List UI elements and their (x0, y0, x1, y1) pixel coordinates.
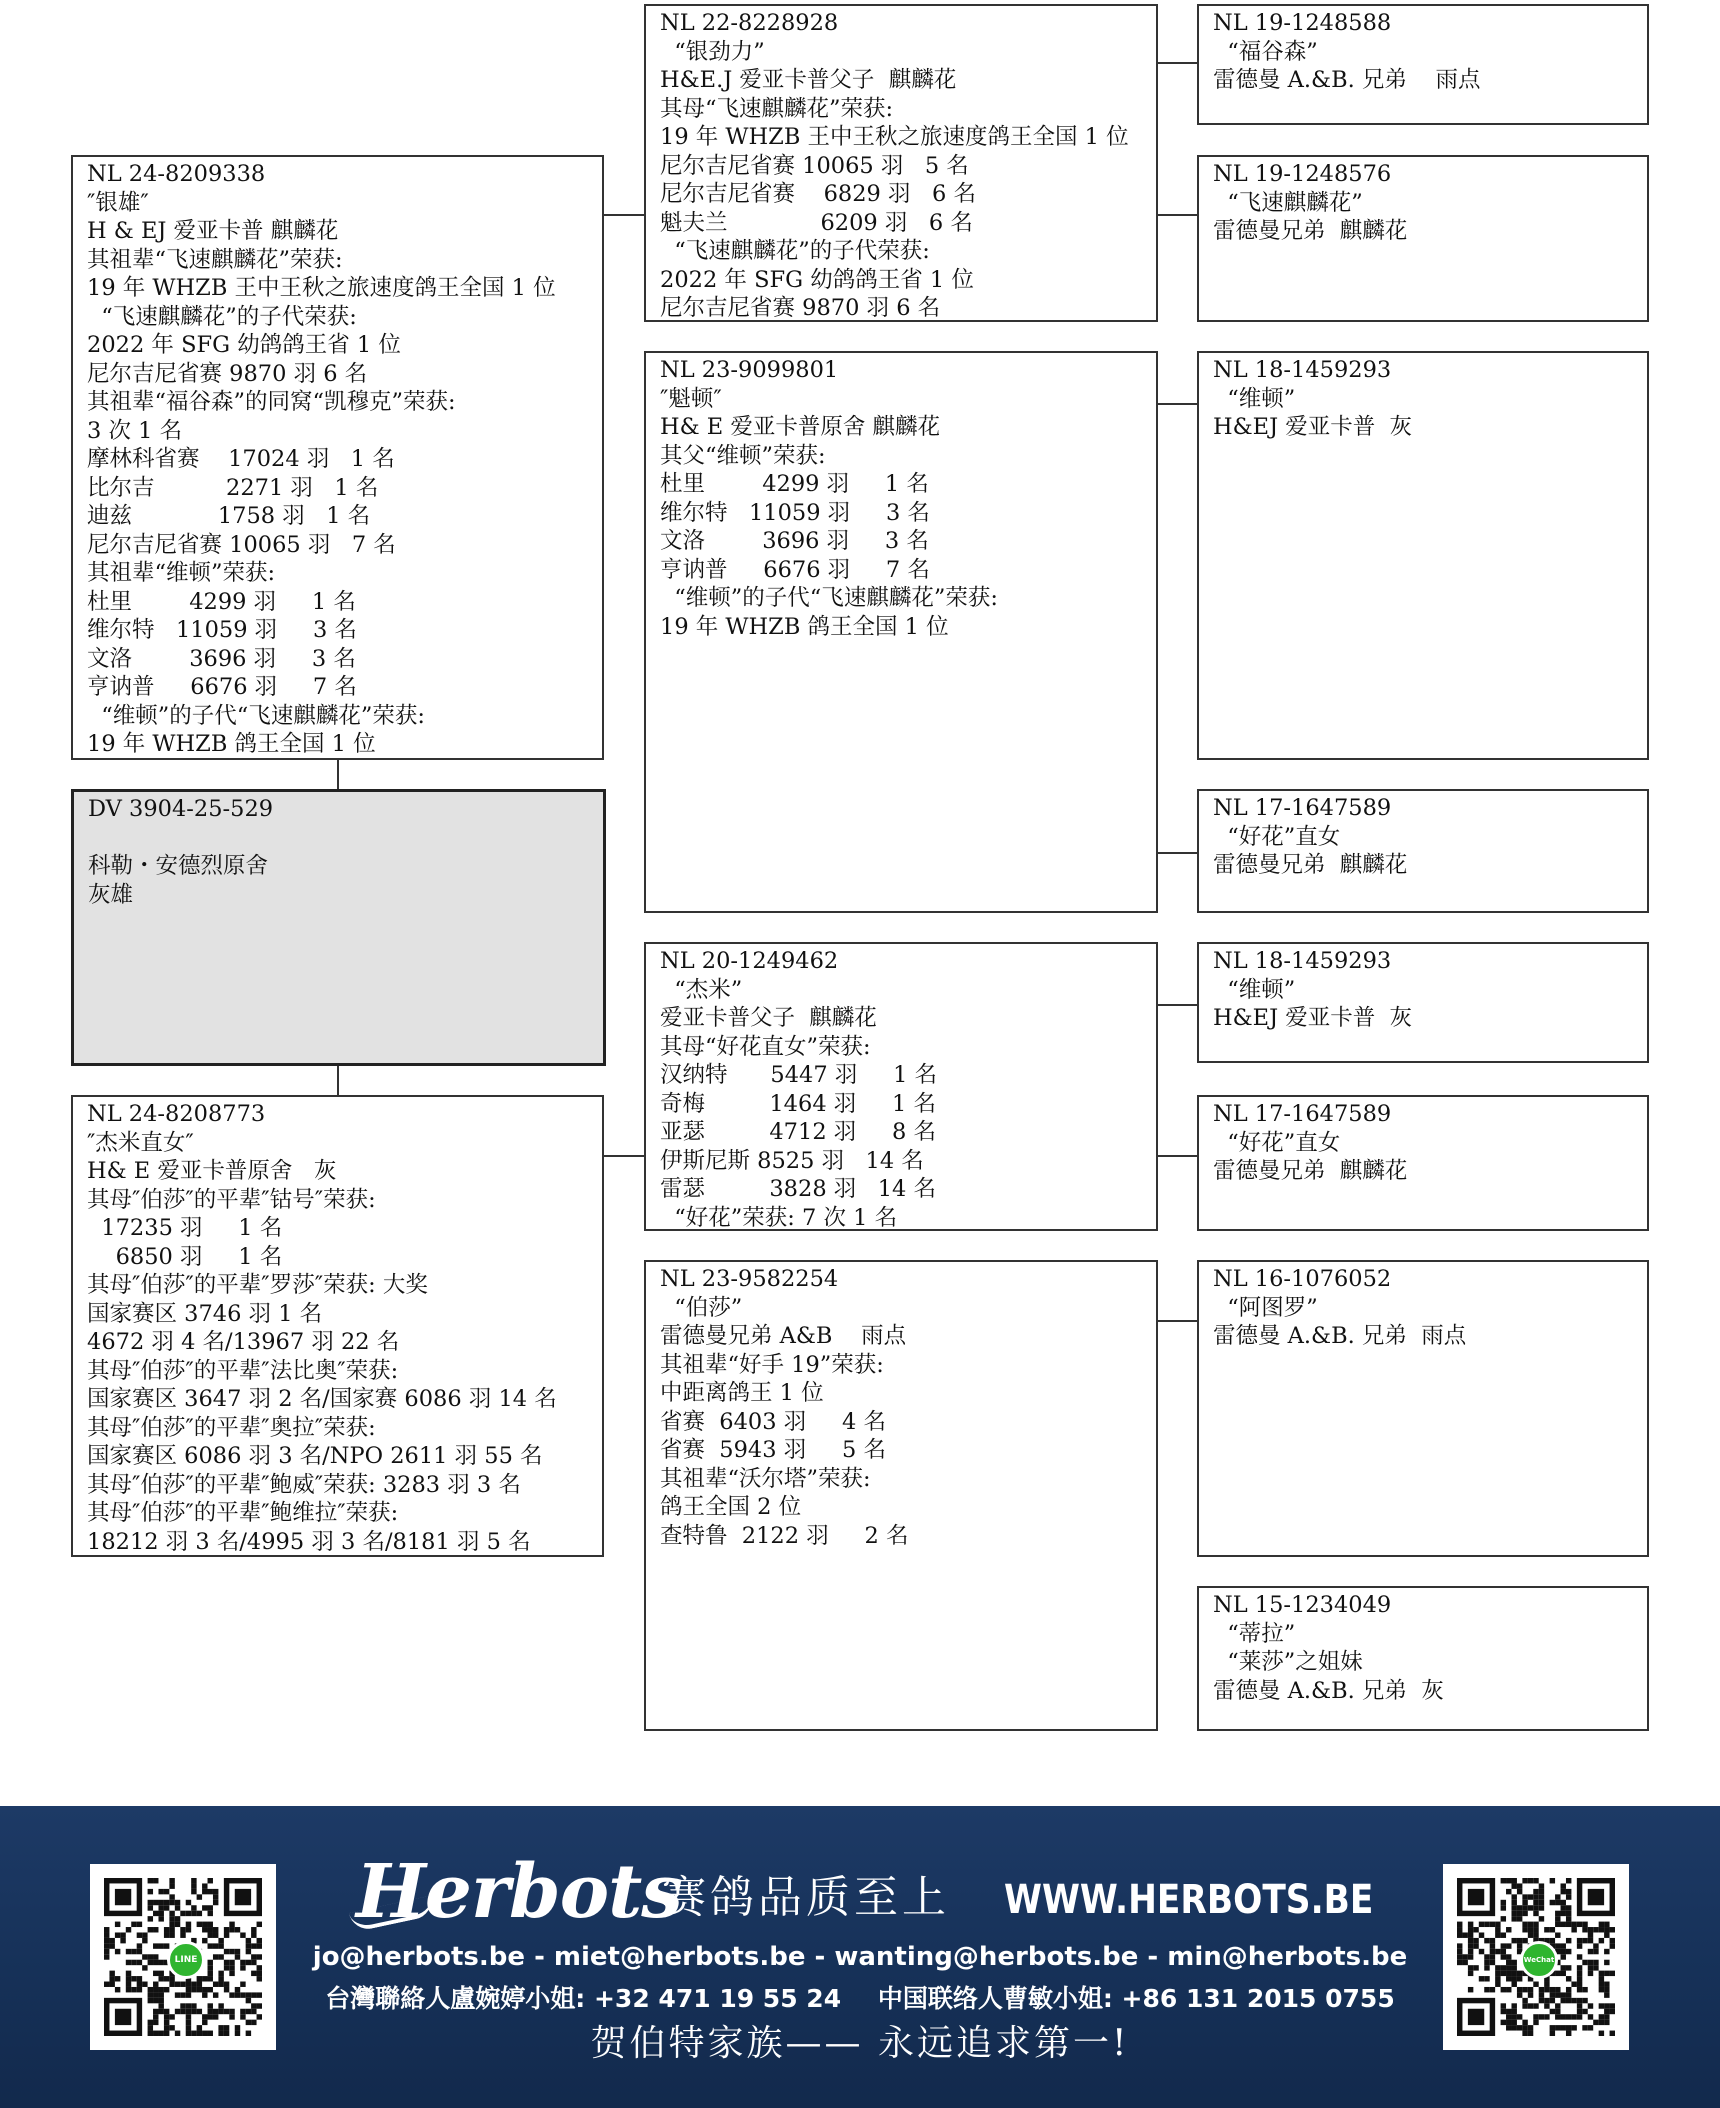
pedigree-line: “福谷森” (1213, 38, 1318, 65)
pedigree-line: H&EJ 爱亚卡普 灰 (1213, 414, 1413, 440)
pedigree-line: 其母″伯莎″的平辈″罗莎″荣获: 大奖 (87, 1272, 428, 1298)
pedigree-line: 雷德曼兄弟 麒麟花 (1213, 1158, 1408, 1184)
contact-taiwan: 台灣聯絡人盧婉婷小姐: +32 471 19 55 24 (325, 1984, 842, 2013)
ring-number: NL 18-1459293 (1213, 948, 1392, 974)
pedigree-line: “维顿” (1213, 385, 1296, 412)
pedigree-line: 其祖辈“飞速麒麟花”荣获: (87, 246, 343, 273)
pedigree-line: 其母″伯莎″的平辈″鲍威″荣获: 3283 羽 3 名 (87, 1471, 521, 1498)
pedigree-line: 科勒・安德烈原舍 (88, 853, 269, 879)
pedigree-line: 维尔特 11059 羽 3 名 (660, 499, 930, 526)
pedigree-line: “维顿”的子代“飞速麒麟花”荣获: (87, 702, 425, 729)
pedigree-line: 其母″伯莎″的平辈″钴号″荣获: (87, 1186, 376, 1213)
dam-dam-card (644, 1260, 1158, 1731)
pedigree-line: 比尔吉 2271 羽 1 名 (87, 474, 379, 501)
pedigree-line: 17235 羽 1 名 (87, 1215, 283, 1241)
connector-subject-dam (337, 1066, 339, 1095)
connector-ds-dss (1158, 1004, 1197, 1006)
pedigree-line: “伯莎” (660, 1294, 743, 1321)
connector-dam-ds (604, 1155, 644, 1157)
pedigree-line: 雷德曼 A.&B. 兄弟 灰 (1213, 1677, 1444, 1704)
pedigree-line: 雷德曼 A.&B. 兄弟 雨点 (1213, 67, 1481, 93)
sire-sire-card (644, 4, 1158, 322)
pedigree-line: “好花”荣获: 7 次 1 名 (660, 1204, 898, 1231)
connector-sire-ss (604, 214, 644, 216)
line-icon: LINE (167, 1941, 205, 1979)
ring-number: NL 19-1248588 (1213, 10, 1392, 36)
pedigree-line: “莱莎”之姐妹 (1213, 1649, 1363, 1675)
subject-card (71, 789, 606, 1066)
pedigree-line: ″魁顿″ (660, 385, 722, 412)
sire-sire-dam-card (1197, 155, 1649, 322)
dam-sire-card (644, 942, 1158, 1231)
pedigree-line: 3 次 1 名 (87, 417, 183, 444)
pedigree-line: 雷德曼兄弟 麒麟花 (1213, 852, 1408, 878)
pedigree-line: H& E 爱亚卡普原舍 麒麟花 (660, 414, 941, 440)
pedigree-line: 鸽王全国 2 位 (660, 1494, 802, 1520)
pedigree-line: “飞速麒麟花”的子代荣获: (87, 303, 357, 330)
dam-dam-dam-card (1197, 1586, 1649, 1731)
pedigree-line: 查特鲁 2122 羽 2 名 (660, 1522, 909, 1549)
pedigree-line: 尼尔吉尼省赛 10065 羽 5 名 (660, 152, 969, 179)
pedigree-line: 2022 年 SFG 幼鸽鸽王省 1 位 (660, 266, 974, 293)
website-link[interactable]: WWW.HERBOTS.BE (1004, 1877, 1374, 1923)
pedigree-line: 其祖辈“维顿”荣获: (87, 560, 276, 586)
pedigree-line: 魁夫兰 6209 羽 6 名 (660, 209, 973, 236)
connector-sd-sds (1158, 403, 1197, 405)
ring-number: NL 15-1234049 (1213, 1592, 1392, 1618)
pedigree-line: “银劲力” (660, 38, 765, 65)
pedigree-line: 其母“好花直女”荣获: (660, 1033, 871, 1060)
pedigree-line: 18212 羽 3 名/4995 羽 3 名/8181 羽 5 名 (87, 1528, 531, 1555)
sire-dam-dam-card (1197, 789, 1649, 913)
pedigree-line: 奇梅 1464 羽 1 名 (660, 1090, 937, 1117)
pedigree-line: 爱亚卡普父子 麒麟花 (660, 1005, 877, 1031)
ring-number: NL 20-1249462 (660, 948, 839, 974)
pedigree-line: 尼尔吉尼省赛 9870 羽 6 名 (87, 360, 368, 387)
brand-row (356, 1849, 1374, 1935)
pedigree-line: H&EJ 爱亚卡普 灰 (1213, 1005, 1413, 1031)
ring-number: NL 23-9099801 (660, 357, 839, 383)
pedigree-line: 19 年 WHZB 鸽王全国 1 位 (87, 731, 376, 757)
pedigree-line: 文洛 3696 羽 3 名 (87, 645, 356, 672)
pedigree-line: “维顿” (1213, 976, 1296, 1003)
pedigree-line: 迪兹 1758 羽 1 名 (87, 503, 371, 529)
contact-line (0, 1982, 1720, 2016)
pedigree-line: 中距离鸽王 1 位 (660, 1380, 824, 1406)
ring-number: NL 22-8228928 (660, 10, 839, 36)
pedigree-line: 国家赛区 3746 羽 1 名 (87, 1300, 323, 1327)
pedigree-line: 19 年 WHZB 王中王秋之旅速度鸽王全国 1 位 (660, 124, 1129, 150)
ring-number: DV 3904-25-529 (88, 796, 274, 822)
wechat-icon: WeChat (1520, 1941, 1558, 1979)
pedigree-line: 汉纳特 5447 羽 1 名 (660, 1062, 938, 1088)
pedigree-line: 4672 羽 4 名/13967 羽 22 名 (87, 1329, 400, 1355)
pedigree-line: 其祖辈“好手 19”荣获: (660, 1351, 884, 1378)
pedigree-line: 亨讷普 6676 羽 7 名 (87, 674, 357, 700)
dam-dam-sire-card (1197, 1260, 1649, 1557)
email-list[interactable]: jo@herbots.be - miet@herbots.be - wanting@herbots.be - min@herbots.be (312, 1942, 1408, 1972)
connector-ss-ssd (1158, 214, 1197, 216)
pedigree-line: 雷德曼兄弟 麒麟花 (1213, 218, 1408, 244)
pedigree-line: 省赛 6403 羽 4 名 (660, 1408, 886, 1435)
pedigree-line: 其母“飞速麒麟花”荣获: (660, 95, 894, 122)
pedigree-line: “杰米” (660, 976, 743, 1003)
pedigree-line: 伊斯尼斯 8525 羽 14 名 (660, 1147, 924, 1174)
pedigree-line: “好花”直女 (1213, 823, 1341, 850)
connector-ds-dsd (1158, 1155, 1197, 1157)
connector-sd-sdd (1158, 852, 1197, 854)
pedigree-line: 杜里 4299 羽 1 名 (660, 471, 929, 497)
sire-sire-sire-card (1197, 4, 1649, 125)
pedigree-line: 19 年 WHZB 王中王秋之旅速度鸽王全国 1 位 (87, 275, 556, 301)
pedigree-line: H&E.J 爱亚卡普父子 麒麟花 (660, 67, 957, 93)
pedigree-line: 尼尔吉尼省赛 10065 羽 7 名 (87, 531, 396, 558)
pedigree-line: “飞速麒麟花”的子代荣获: (660, 238, 930, 264)
pedigree-line: H & EJ 爱亚卡普 麒麟花 (87, 218, 339, 244)
ring-number: NL 18-1459293 (1213, 357, 1392, 383)
pedigree-line: 国家赛区 6086 羽 3 名/NPO 2611 羽 55 名 (87, 1443, 543, 1469)
connector-ss-sss (1158, 62, 1197, 64)
pedigree-line: ″杰米直女″ (87, 1129, 194, 1156)
pedigree-line: 尼尔吉尼省赛 6829 羽 6 名 (660, 181, 976, 207)
pedigree-line: 灰雄 (88, 881, 134, 908)
pedigree-line: “飞速麒麟花” (1213, 189, 1363, 216)
footer-banner (0, 1806, 1720, 2108)
ring-number: NL 24-8209338 (87, 161, 266, 187)
ring-number: NL 17-1647589 (1213, 1101, 1392, 1127)
pedigree-line: 亚瑟 4712 羽 8 名 (660, 1119, 937, 1145)
dam-sire-dam-card (1197, 1095, 1649, 1231)
pedigree-line: 其父“维顿”荣获: (660, 442, 826, 469)
pedigree-line: “阿图罗” (1213, 1294, 1318, 1321)
pedigree-line: 摩林科省赛 17024 羽 1 名 (87, 446, 395, 472)
sire-dam-sire-card (1197, 351, 1649, 760)
pedigree-line: 19 年 WHZB 鸽王全国 1 位 (660, 613, 949, 640)
pedigree-line: H& E 爱亚卡普原舍 灰 (87, 1158, 337, 1184)
pedigree-line: 亨讷普 6676 羽 7 名 (660, 556, 930, 583)
pedigree-line: “好花”直女 (1213, 1129, 1341, 1156)
pedigree-line: 省赛 5943 羽 5 名 (660, 1437, 886, 1463)
pedigree-line: 国家赛区 3647 羽 2 名/国家赛 6086 羽 14 名 (87, 1386, 557, 1412)
pedigree-line: 其祖辈“沃尔塔”荣获: (660, 1465, 871, 1492)
motto: 贺伯特家族—— 永远追求第一! (590, 2023, 1130, 2064)
ring-number: NL 19-1248576 (1213, 161, 1392, 187)
pedigree-line: “维顿”的子代“飞速麒麟花”荣获: (660, 585, 998, 611)
dam-card (71, 1095, 604, 1557)
pedigree-line: 其母″伯莎″的平辈″鲍维拉″荣获: (87, 1500, 399, 1526)
pedigree-line: 维尔特 11059 羽 3 名 (87, 617, 357, 643)
dam-sire-sire-card (1197, 942, 1649, 1063)
pedigree-line: 杜里 4299 羽 1 名 (87, 588, 356, 615)
ring-number: NL 17-1647589 (1213, 795, 1392, 821)
ring-number: NL 24-8208773 (87, 1101, 266, 1127)
pedigree-line: 6850 羽 1 名 (87, 1243, 283, 1270)
herbots-logo: Herbots (356, 1849, 682, 1935)
pedigree-line: “蒂拉” (1213, 1620, 1296, 1647)
ring-number: NL 23-9582254 (660, 1266, 839, 1292)
pedigree-line: 其母″伯莎″的平辈″奥拉″荣获: (87, 1414, 376, 1441)
contact-china: 中国联络人曹敏小姐: +86 131 2015 0755 (877, 1984, 1395, 2013)
connector-dd-dds (1158, 1320, 1197, 1322)
pedigree-line: 其祖辈“福谷森”的同窝“凯穆克”荣获: (87, 389, 456, 415)
connector-sire-subject (337, 760, 339, 789)
pedigree-line: 2022 年 SFG 幼鸽鸽王省 1 位 (87, 332, 401, 358)
pedigree-line: 文洛 3696 羽 3 名 (660, 528, 929, 554)
pedigree-line: 雷德曼 A.&B. 兄弟 雨点 (1213, 1323, 1467, 1349)
pedigree-line: ″银雄″ (87, 189, 149, 216)
pedigree-line: 雷瑟 3828 羽 14 名 (660, 1176, 937, 1202)
pedigree-line: 雷德曼兄弟 A&B 雨点 (660, 1323, 907, 1349)
sire-card (71, 155, 604, 760)
sire-dam-card (644, 351, 1158, 913)
ring-number: NL 16-1076052 (1213, 1266, 1392, 1292)
pedigree-line (88, 824, 589, 853)
pedigree-line: 尼尔吉尼省赛 9870 羽 6 名 (660, 295, 941, 321)
pedigree-line: 其母″伯莎″的平辈″法比奥″荣获: (87, 1357, 399, 1384)
slogan: 赛鸽品质至上 (662, 1872, 950, 1923)
